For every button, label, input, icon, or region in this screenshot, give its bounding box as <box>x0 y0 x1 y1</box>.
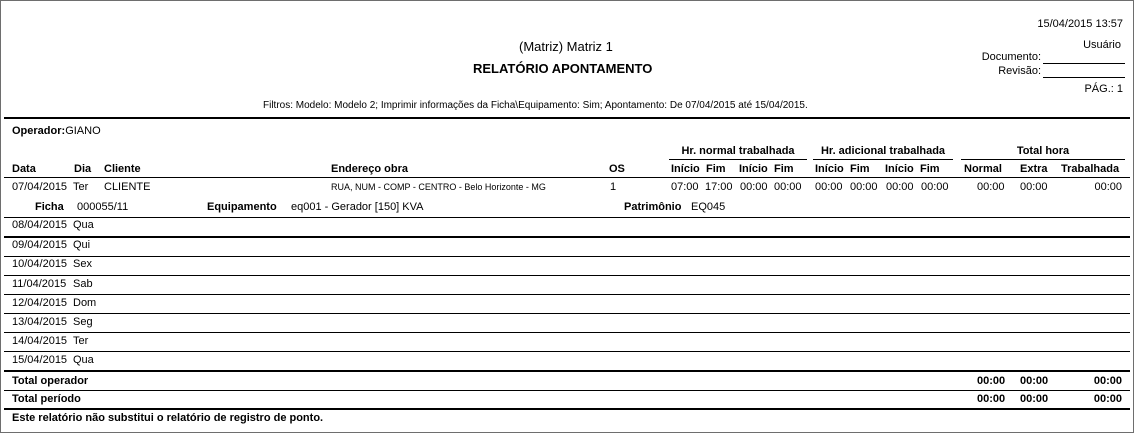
row-time-2: 17:00 <box>705 181 733 193</box>
row-time-7: 00:00 <box>886 181 914 193</box>
total-operator-extra: 00:00 <box>1020 375 1049 387</box>
row-time-4: 00:00 <box>774 181 802 193</box>
filters-text: Filtros: Modelo: Modelo 2; Imprimir informações da Ficha\Equipamento: Sim; Apontamento: De 07/04/2015 até 15/04/2015. <box>263 100 808 111</box>
total-period-trabalhada: 00:00 <box>1093 393 1122 405</box>
col-dia: Dia <box>74 163 92 175</box>
row-date: 10/04/2015 <box>12 258 68 270</box>
ficha-label: Ficha <box>35 201 64 213</box>
total-period-label: Total período <box>12 393 81 405</box>
row-date: 12/04/2015 <box>12 297 68 309</box>
revisao-line <box>1043 77 1125 78</box>
columns-separator <box>4 177 1130 178</box>
col-inicio-2: Início <box>739 163 768 175</box>
row-day: Qua <box>73 354 94 366</box>
report-datetime: 15/04/2015 13:57 <box>1037 18 1123 30</box>
row-separator <box>4 313 1130 314</box>
col-os: OS <box>609 163 625 175</box>
company-name: (Matriz) Matriz 1 <box>519 39 613 54</box>
col-inicio-3: Início <box>815 163 844 175</box>
row-date: 11/04/2015 <box>12 278 67 290</box>
group-line-normal <box>669 159 807 160</box>
operator-line <box>12 125 101 138</box>
row-day: Sex <box>73 258 92 270</box>
row-address: RUA, NUM - COMP - CENTRO - Belo Horizonte - MG <box>331 182 546 192</box>
equipamento-label: Equipamento <box>207 201 277 213</box>
col-fim-2: Fim <box>774 163 794 175</box>
totals-separator <box>4 370 1130 372</box>
row-day: Ter <box>73 335 89 347</box>
col-inicio-1: Início <box>671 163 700 175</box>
row-extra: 00:00 <box>1020 181 1048 193</box>
row-separator <box>4 294 1130 295</box>
operator-label: Operador: <box>12 125 66 137</box>
row-date: 13/04/2015 <box>12 316 68 328</box>
col-trabalhada: Trabalhada <box>1061 163 1120 175</box>
row-day: Dom <box>73 297 97 309</box>
total-period-extra: 00:00 <box>1020 393 1049 405</box>
row-date: 14/04/2015 <box>12 335 68 347</box>
col-extra: Extra <box>1020 163 1048 175</box>
total-operator-trabalhada: 00:00 <box>1093 375 1122 387</box>
row-time-6: 00:00 <box>850 181 878 193</box>
group-header-normal: Hr. normal trabalhada <box>681 145 795 157</box>
documento-label: Documento: <box>981 51 1041 63</box>
col-fim-3: Fim <box>850 163 870 175</box>
footer-note: Este relatório não substitui o relatório de registro de ponto. <box>12 412 324 424</box>
row-os: 1 <box>610 181 617 193</box>
col-fim-1: Fim <box>706 163 726 175</box>
page-number: PÁG.: 1 <box>1084 83 1123 95</box>
operator-name: GIANO <box>65 125 101 137</box>
equipamento-value: eq001 - Gerador [150] KVA <box>291 201 424 213</box>
row-date: 07/04/2015 <box>12 181 68 193</box>
total-period-normal: 00:00 <box>977 393 1006 405</box>
row-client: CLIENTE <box>104 181 151 193</box>
col-endereco: Endereço obra <box>331 163 409 175</box>
group-header-total: Total hora <box>1016 145 1070 157</box>
totals-separator <box>4 390 1130 391</box>
revisao-label: Revisão: <box>998 65 1041 77</box>
header-separator <box>4 117 1130 119</box>
row-time-5: 00:00 <box>815 181 843 193</box>
patrimonio-value: EQ045 <box>691 201 726 213</box>
row-day: Seg <box>73 316 93 328</box>
row-separator <box>4 256 1130 257</box>
row-day: Ter <box>73 181 89 193</box>
ficha-value: 000055/11 <box>77 201 129 213</box>
row-separator <box>4 236 1130 238</box>
row-separator <box>4 351 1130 352</box>
row-date: 09/04/2015 <box>12 239 68 251</box>
col-cliente: Cliente <box>104 163 141 175</box>
col-normal: Normal <box>964 163 1002 175</box>
row-trabalhada: 00:00 <box>1094 181 1122 193</box>
row-normal: 00:00 <box>977 181 1005 193</box>
group-line-adicional <box>813 159 953 160</box>
row-separator <box>4 332 1130 333</box>
total-operator-normal: 00:00 <box>977 375 1006 387</box>
row-separator <box>4 275 1130 276</box>
row-date: 08/04/2015 <box>12 219 68 231</box>
col-fim-4: Fim <box>920 163 940 175</box>
patrimonio-label: Patrimônio <box>624 201 682 213</box>
row-time-1: 07:00 <box>671 181 699 193</box>
row-day: Sab <box>73 278 93 290</box>
documento-line <box>1043 63 1125 64</box>
row-time-8: 00:00 <box>921 181 949 193</box>
report-title: RELATÓRIO APONTAMENTO <box>473 61 653 76</box>
row-day: Qui <box>73 239 91 251</box>
group-header-adicional: Hr. adicional trabalhada <box>820 145 946 157</box>
group-line-total <box>961 159 1125 160</box>
col-data: Data <box>12 163 36 175</box>
row-day: Qua <box>73 219 94 231</box>
row-time-3: 00:00 <box>740 181 768 193</box>
row-date: 15/04/2015 <box>12 354 68 366</box>
total-operator-label: Total operador <box>12 375 89 387</box>
col-inicio-4: Início <box>885 163 914 175</box>
footer-separator <box>4 408 1130 410</box>
row-separator <box>4 217 1130 218</box>
user-label: Usuário <box>1083 39 1121 51</box>
